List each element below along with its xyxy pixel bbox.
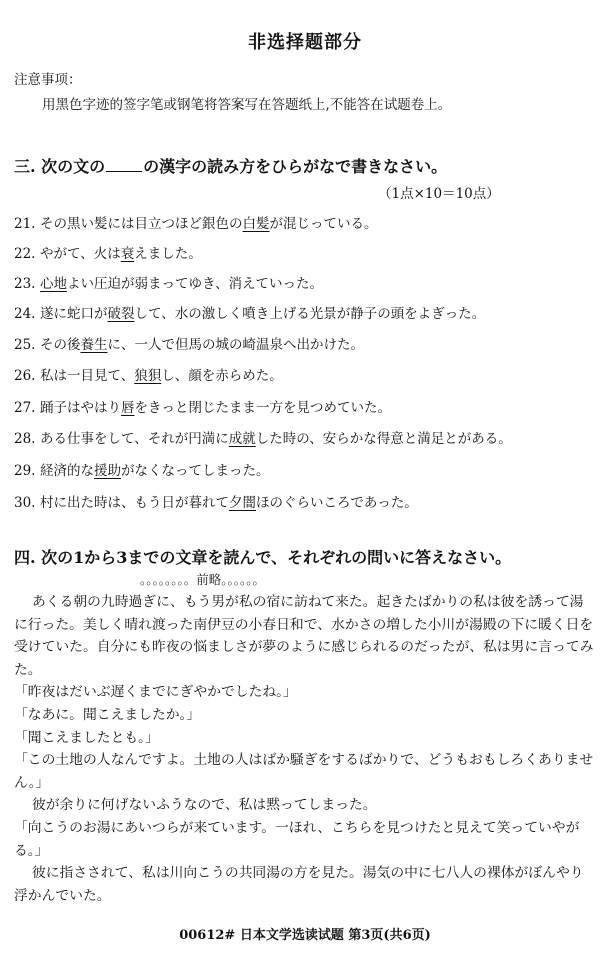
question-26: 26. 私は一目見て、狼狽し、顔を赤らめた。 <box>14 368 283 384</box>
question-30: 30. 村に出た時は、もう日が暮れて夕闇ほのぐらいころであった。 <box>14 495 418 511</box>
passage-paragraph: 彼が余りに何げないふうなので、私は黙ってしまった。 <box>31 797 377 814</box>
target-kanji: 衰 <box>120 246 135 262</box>
question-24: 24. 遂に蛇口が破裂して、水の激しく噴き上げる光景が静子の頭をよぎった。 <box>14 306 486 322</box>
question-25: 25. その後養生に、一人で但馬の城の崎温泉へ出かけた。 <box>14 337 364 353</box>
target-kanji: 援助 <box>94 463 121 479</box>
reading-passage <box>14 591 596 907</box>
question-22: 22. やがて、火は衰えました。 <box>14 246 202 262</box>
page-title: 非选择题部分 <box>248 32 362 53</box>
passage-dialogue: 「なあに。聞こえましたか。」 <box>14 706 201 723</box>
section3-points: （1点×10＝10点） <box>378 186 500 202</box>
passage-dialogue: 「向こうのお湯にあいつらが来ています。一ほれ、こちらを見つけたと見えて笑っていやがる。」 <box>14 819 580 859</box>
question-23: 23. 心地よい圧迫が弱まってゆき、消えていった。 <box>14 276 323 292</box>
section3-heading-before: 三. 次の文の <box>14 157 106 176</box>
question-21: 21. その黒い髪には目立つほど銀色の白髪が混じっている。 <box>14 216 378 232</box>
target-kanji: 狼狽 <box>134 368 162 384</box>
page-footer: 00612# 日本文学选读试题 第3页(共6页) <box>179 928 431 943</box>
section3-heading-after: の漢字の読み方をひらがなで書きなさい。 <box>143 157 448 176</box>
notice-body: 用黑色字迹的签字笔或钢笔将答案写在答题纸上,不能答在试题卷上。 <box>42 97 452 113</box>
passage-paragraph: あくる朝の九時過ぎに、もう男が私の宿に訪ねて来た。起きたばかりの私は彼を誘って湯に行った。美しく晴れ渡った南伊豆の小春日和で、水かさの増した小川が湯殿の下に暖く日を受けていた。自分にも昨夜の悩ましさが夢のように感じられるのだったが、私は男に言ってみた。 <box>14 594 594 678</box>
target-kanji: 養生 <box>80 337 108 353</box>
question-29: 29. 経済的な援助がなくなってしまった。 <box>14 463 270 479</box>
target-kanji: 心地 <box>40 276 67 292</box>
target-kanji: 唇 <box>121 400 135 416</box>
passage-dialogue: 「この土地の人なんですよ。土地の人はばか騒ぎをするばかりで、どうもおもしろくありません。」 <box>14 752 594 791</box>
target-kanji: 成就 <box>228 431 256 447</box>
question-27: 27. 踊子はやはり唇をきっと閉じたまま一方を見つめていた。 <box>14 400 391 416</box>
passage-paragraph: 彼に指さされて、私は川向こうの共同湯の方を見た。湯気の中に七八人の裸体がぼんやり浮かんでいた。 <box>14 865 584 904</box>
target-kanji: 白髪 <box>242 216 270 232</box>
target-kanji: 破裂 <box>107 306 135 322</box>
question-28: 28. ある仕事をして、それが円満に成就した時の、安らかな得意と満足とがある。 <box>14 431 512 447</box>
blank-underline <box>106 157 142 172</box>
ellipsis-preamble: 。。。。。。。。前略。。。。。。 <box>140 572 266 587</box>
section3-heading <box>14 154 447 177</box>
notice-heading: 注意事项： <box>14 72 82 88</box>
passage-dialogue: 「昨夜はだいぶ遅くまでにぎやかでしたね。」 <box>14 684 297 701</box>
passage-dialogue: 「聞こえましたとも。」 <box>14 729 159 746</box>
target-kanji: 夕闇 <box>229 495 256 511</box>
section4-heading: 四. 次の1から3までの文章を読んで、それぞれの問いに答えなさい。 <box>14 548 512 567</box>
